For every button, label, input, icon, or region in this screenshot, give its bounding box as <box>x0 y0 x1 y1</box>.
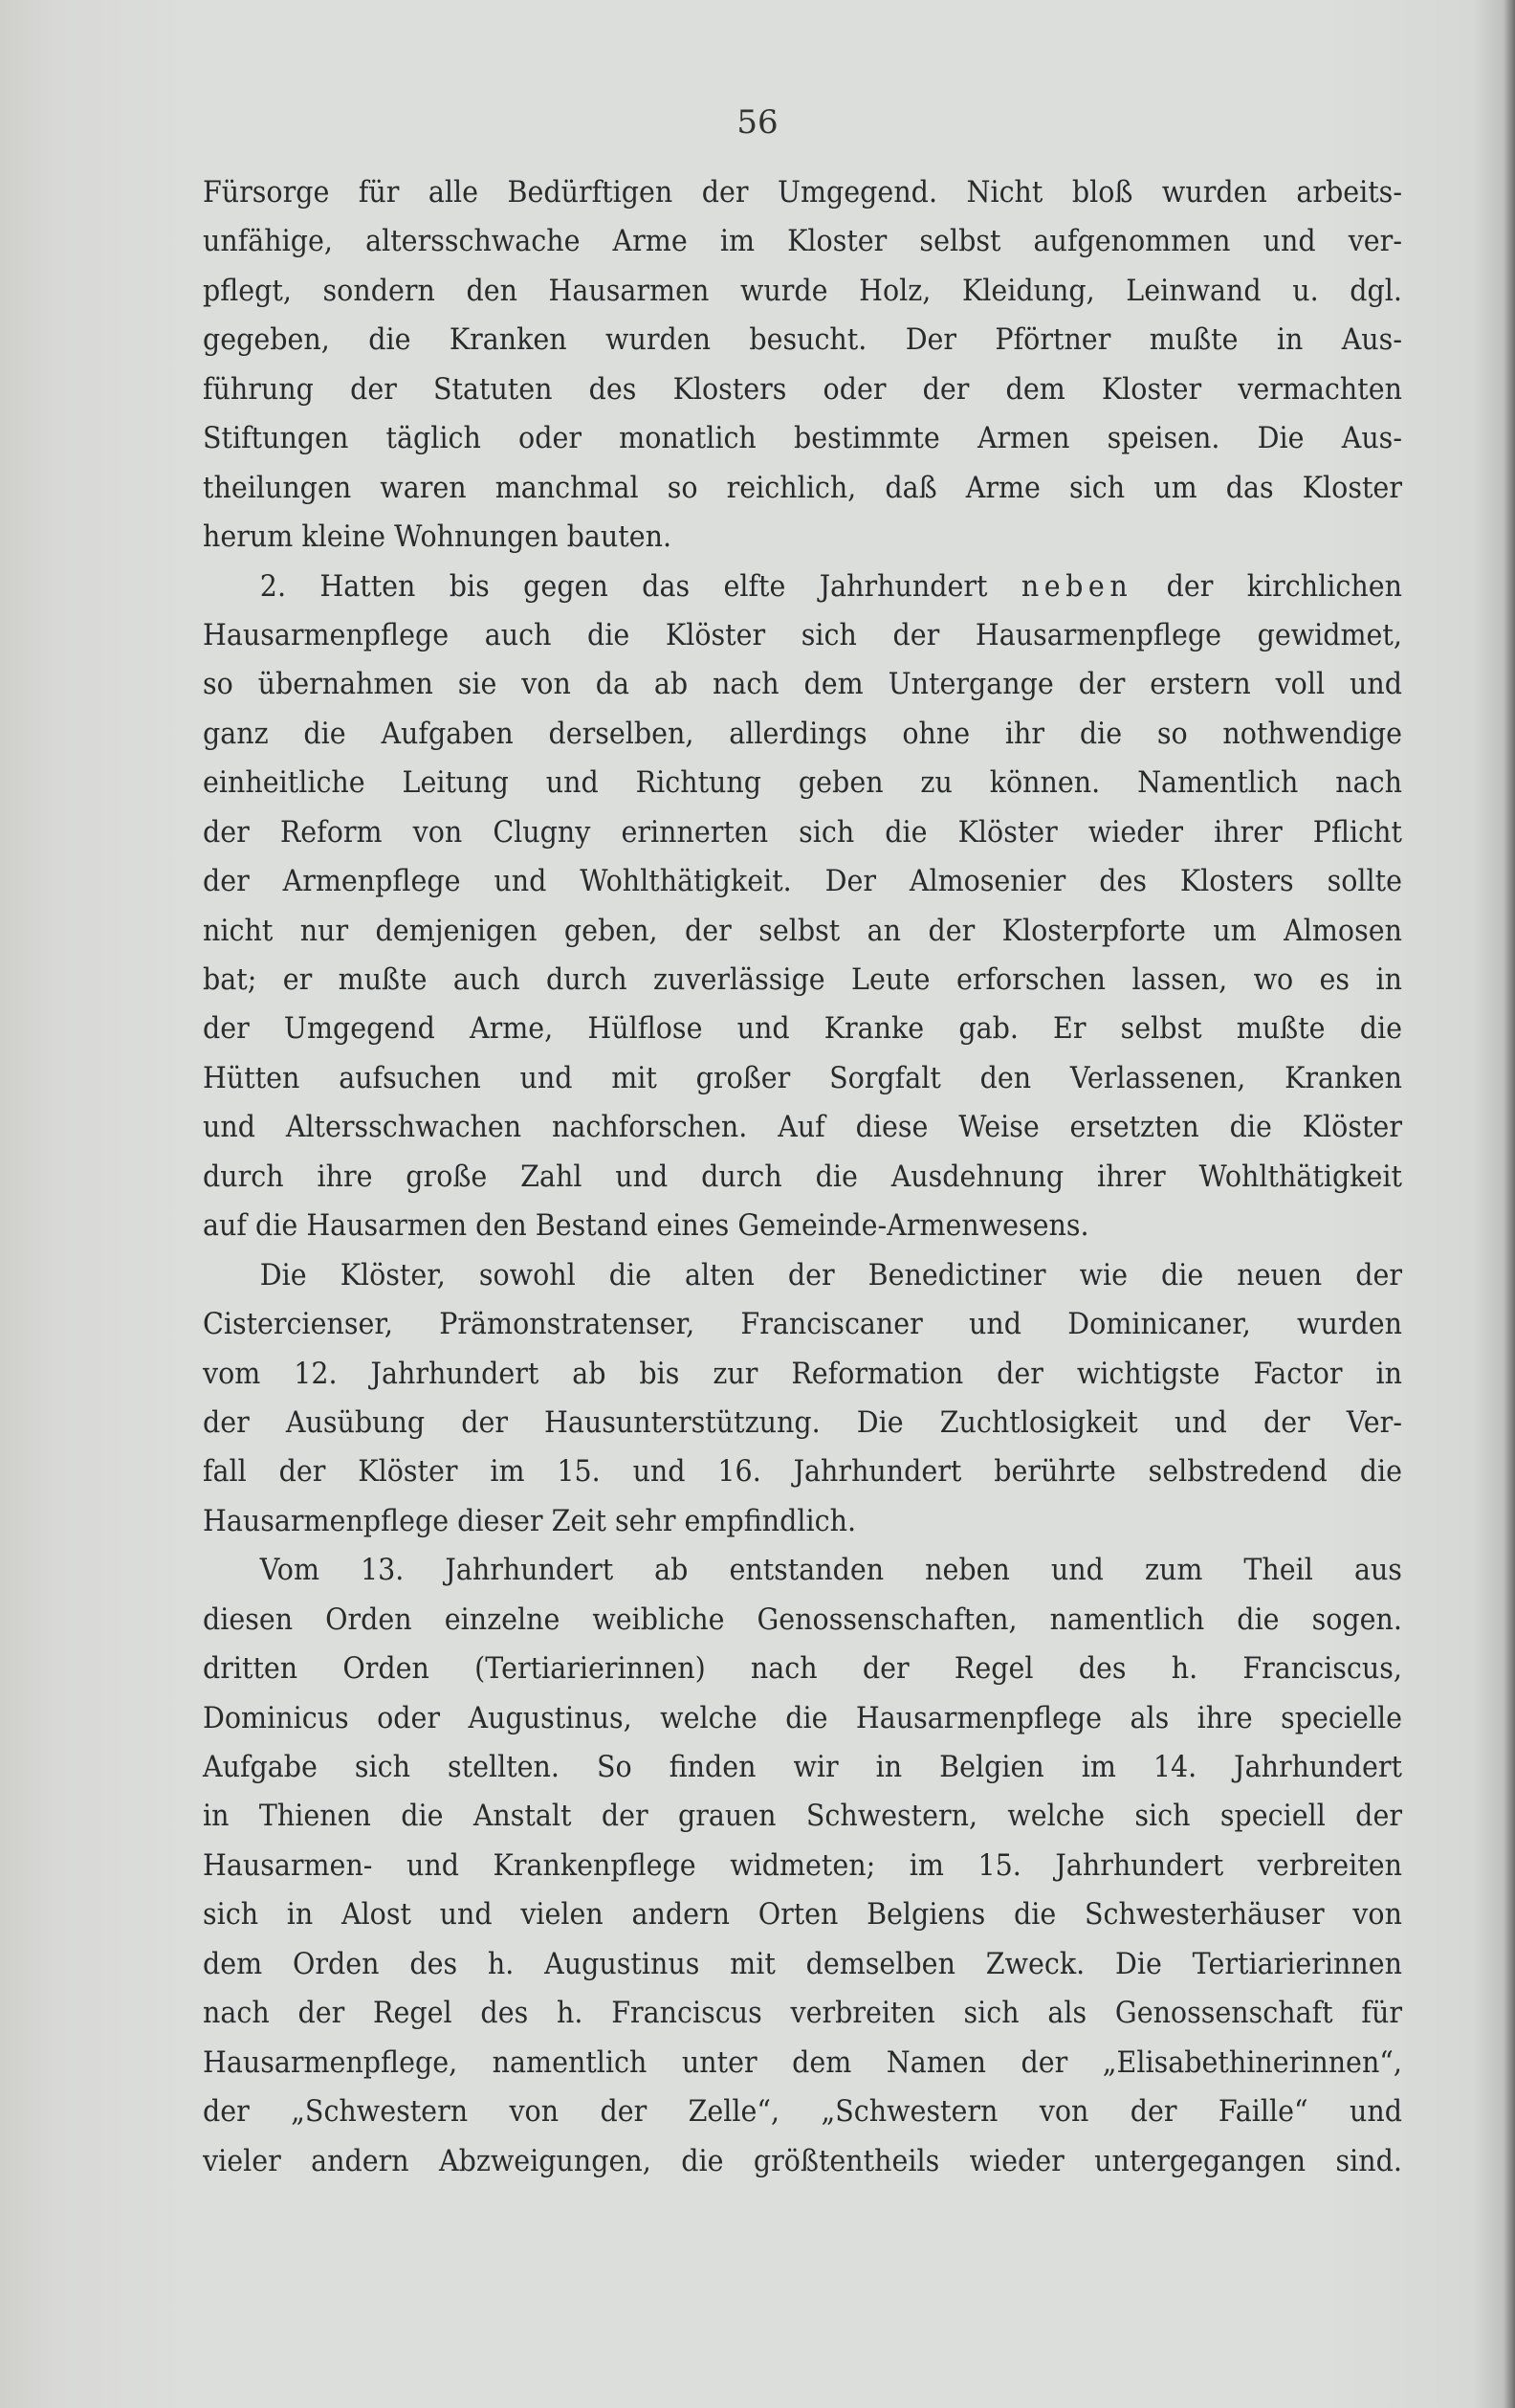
text-line: nach der Regel des h. Franciscus verbreiten sich als Genossenschaft für <box>203 1996 1402 2031</box>
paragraph-4 <box>203 1546 1402 2186</box>
text-line: gegeben, die Kranken wurden besucht. Der Pförtner mußte in Aus- <box>203 322 1402 358</box>
text-line: und Altersschwachen nachforschen. Auf diese Weise ersetzten die Klöster <box>203 1110 1402 1145</box>
text-line: bat; er mußte auch durch zuverlässige Leute erforschen lassen, wo es in <box>203 962 1402 997</box>
text-line: Hausarmenpflege, namentlich unter dem Namen der „Elisabethinerinnen“, <box>203 2044 1402 2080</box>
text-line: herum kleine Wohnungen bauten. <box>203 519 672 555</box>
text-line: so übernahmen sie von da ab nach dem Untergange der erstern voll und <box>203 667 1402 702</box>
text-line: diesen Orden einzelne weibliche Genossenschaften, namentlich die sogen. <box>203 1602 1402 1637</box>
text-line: in Thienen die Anstalt der grauen Schwestern, welche sich speciell der <box>203 1799 1402 1834</box>
text-line: der Armenpflege und Wohlthätigkeit. Der Almosenier des Klosters sollte <box>203 864 1402 899</box>
paragraph-2 <box>203 563 1402 1251</box>
text-line: auf die Hausarmen den Bestand eines Gemeinde-Armenwesens. <box>203 1208 1089 1244</box>
text-line: vieler andern Abzweigungen, die größtentheils wieder untergegangen sind. <box>203 2143 1402 2178</box>
text-line: der Reform von Clugny erinnerten sich die Klöster wieder ihrer Pflicht <box>203 814 1402 850</box>
text-line-with-emphasis <box>203 563 1402 611</box>
text-line: Aufgabe sich stellten. So finden wir in Belgien im 14. Jahrhundert <box>203 1750 1402 1784</box>
body-text <box>203 168 1402 2186</box>
text-line: Stiftungen täglich oder monatlich bestimmte Armen speisen. Die Aus- <box>203 421 1402 456</box>
text-line: Cistercienser, Prämonstratenser, Franciscaner und Dominicaner, wurden <box>203 1307 1402 1342</box>
text-line: durch ihre große Zahl und durch die Ausdehnung ihrer Wohlthätigkeit <box>203 1159 1402 1194</box>
text-line: Dominicus oder Augustinus, welche die Hausarmenpflege als ihre specielle <box>203 1700 1402 1735</box>
text-line: Hausarmen- und Krankenpflege widmeten; im 15. Jahrhundert verbreiten <box>203 1847 1402 1883</box>
text-line: vom 12. Jahrhundert ab bis zur Reformation der wichtigste Factor in <box>203 1356 1402 1391</box>
text-line: nicht nur demjenigen geben, der selbst an der Klosterpforte um Almosen <box>203 913 1402 948</box>
text-segment: 2. Hatten bis gegen das elfte Jahrhundert <box>259 568 988 604</box>
text-line: unfähige, altersschwache Arme im Kloster selbst aufgenommen und ver- <box>203 224 1402 259</box>
text-line: Die Klöster, sowohl die alten der Benedictiner wie die neuen der <box>259 1257 1402 1292</box>
text-line: theilungen waren manchmal so reichlich, daß Arme sich um das Kloster <box>203 470 1402 505</box>
text-segment: der kirchlichen <box>1166 568 1402 604</box>
paragraph-1 <box>203 168 1402 563</box>
text-line: pflegt, sondern den Hausarmen wurde Holz, Kleidung, Leinwand u. dgl. <box>203 273 1402 308</box>
text-line: der Umgegend Arme, Hülflose und Kranke gab. Er selbst mußte die <box>203 1011 1402 1047</box>
text-line: dritten Orden (Tertiarierinnen) nach der Regel des h. Franciscus, <box>203 1651 1402 1687</box>
text-line: der „Schwestern von der Zelle“, „Schwestern von der Faille“ und <box>203 2094 1402 2130</box>
text-line: führung der Statuten des Klosters oder der dem Kloster vermachten <box>203 371 1402 407</box>
emphasized-word: neben <box>1021 568 1133 604</box>
text-line: Fürsorge für alle Bedürftigen der Umgegend. Nicht bloß wurden arbeits- <box>203 175 1402 210</box>
text-line: Hausarmenpflege auch die Klöster sich der Hausarmenpflege gewidmet, <box>203 617 1402 652</box>
text-line: dem Orden des h. Augustinus mit demselben Zweck. Die Tertiarierinnen <box>203 1946 1402 1981</box>
paragraph-3 <box>203 1251 1402 1547</box>
text-line: Hütten aufsuchen und mit großer Sorgfalt den Verlassenen, Kranken <box>203 1060 1402 1095</box>
text-line: der Ausübung der Hausunterstützung. Die Zuchtlosigkeit und der Ver- <box>203 1404 1402 1440</box>
text-line: einheitliche Leitung und Richtung geben zu können. Namentlich nach <box>203 765 1402 801</box>
page-number: 56 <box>736 103 779 142</box>
text-line: Hausarmenpflege dieser Zeit sehr empfindlich. <box>203 1503 857 1538</box>
text-line: ganz die Aufgaben derselben, allerdings ohne ihr die so nothwendige <box>203 716 1402 751</box>
text-line: Vom 13. Jahrhundert ab entstanden neben und zum Theil aus <box>259 1553 1402 1588</box>
text-line: fall der Klöster im 15. und 16. Jahrhundert berührte selbstredend die <box>203 1454 1402 1490</box>
text-line: sich in Alost und vielen andern Orten Belgiens die Schwesterhäuser von <box>203 1897 1402 1933</box>
